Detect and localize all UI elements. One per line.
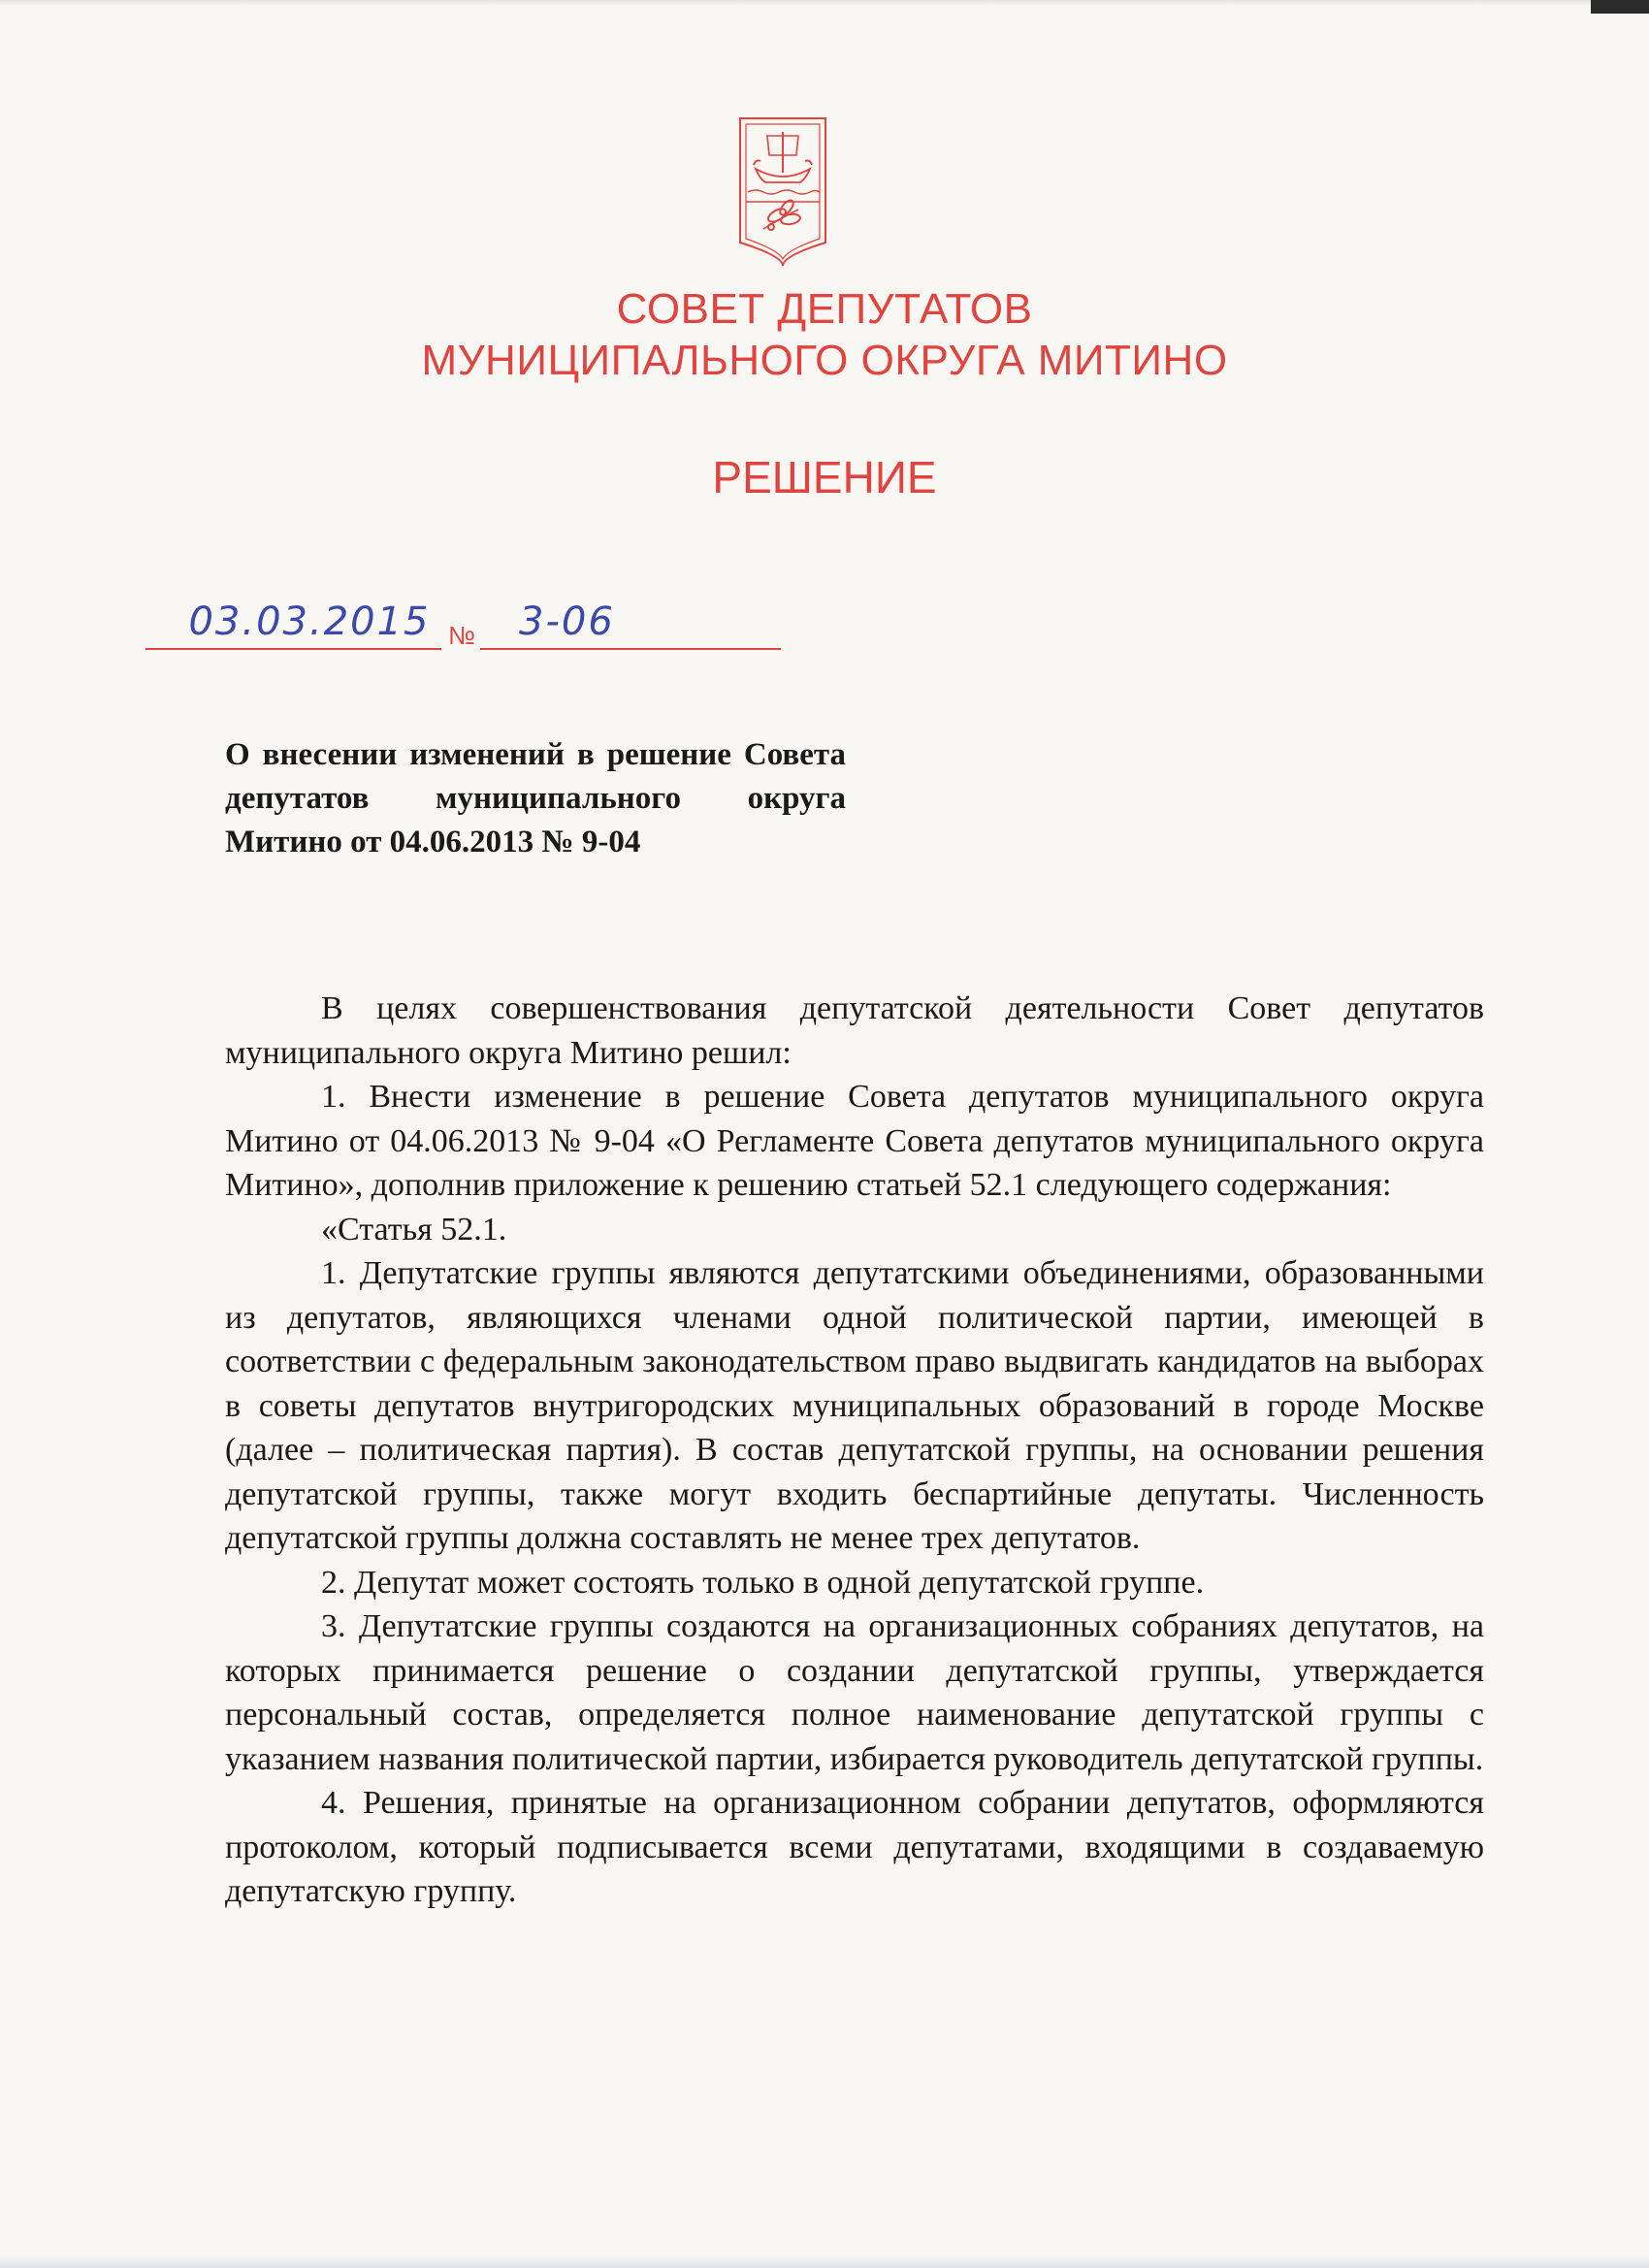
article-heading: «Статья 52.1. [321, 1211, 507, 1247]
number-underline [480, 648, 781, 650]
number-sign: № [448, 621, 475, 650]
date-underline [146, 648, 441, 650]
decision-body [225, 987, 1484, 1914]
scan-corner-shadow [1591, 0, 1649, 14]
body-paragraph: 2. Депутат может состоять только в одной депутатской группе. [321, 1564, 1205, 1601]
org-name-line-2: МУНИЦИПАЛЬНОГО ОКРУГА МИТИНО [421, 337, 1228, 384]
coat-of-arms-emblem [734, 114, 831, 270]
document-type-title: РЕШЕНИЕ [712, 452, 937, 502]
scan-edge-bottom [0, 2254, 1649, 2268]
body-paragraph: 4. Решения, принятые на организационном собрании депутатов, оформляются протоколом, который подписывается всеми депутатами, входящими в создаваемую депутатскую группу. [225, 1785, 1484, 1909]
org-name-line-1: СОВЕТ ДЕПУТАТОВ [616, 285, 1033, 333]
handwritten-number: 3-06 [519, 599, 615, 644]
handwritten-date: 03.03.2015 [188, 599, 431, 644]
registration-block [146, 599, 786, 658]
body-paragraph: 3. Депутатские группы создаются на организационных собраниях депутатов, на которых принимается решение о создании депутатской группы, утверждается персональный состав, определяется полное наименование депутатской группы с указанием названия политической партии, избирается руководитель депутатской группы. [225, 1608, 1484, 1777]
body-paragraph: 1. Депутатские группы являются депутатскими объединениями, образованными из депутатов, являющихся членами одной политической партии, имеющей в соответствии с федеральным законодательством право выдвигать кандидатов на выборах в советы депутатов внутригородских муниципальных образований в городе Москве (далее – политическая партия). В состав депутатской группы, на основании решения депутатской группы, также могут входить беспартийные депутаты. Численность депутатской группы должна составлять не менее трех депутатов. [225, 1255, 1484, 1556]
body-paragraph: 1. Внести изменение в решение Совета депутатов муниципального округа Митино от 04.06.2013 № 9-04 «О Регламенте Совета депутатов муниципального округа Митино», дополнив приложение к решению статьей 52.1 следующего содержания: [225, 1079, 1484, 1203]
decision-subject: О внесении изменений в решение Совета депутатов муниципального округа Митино от 04.06.2013 № 9-04 [225, 737, 846, 859]
scan-edge-top [0, 0, 1649, 6]
preamble-paragraph: В целях совершенствования депутатской деятельности Совет депутатов муниципального округа Митино решил: [225, 990, 1484, 1071]
